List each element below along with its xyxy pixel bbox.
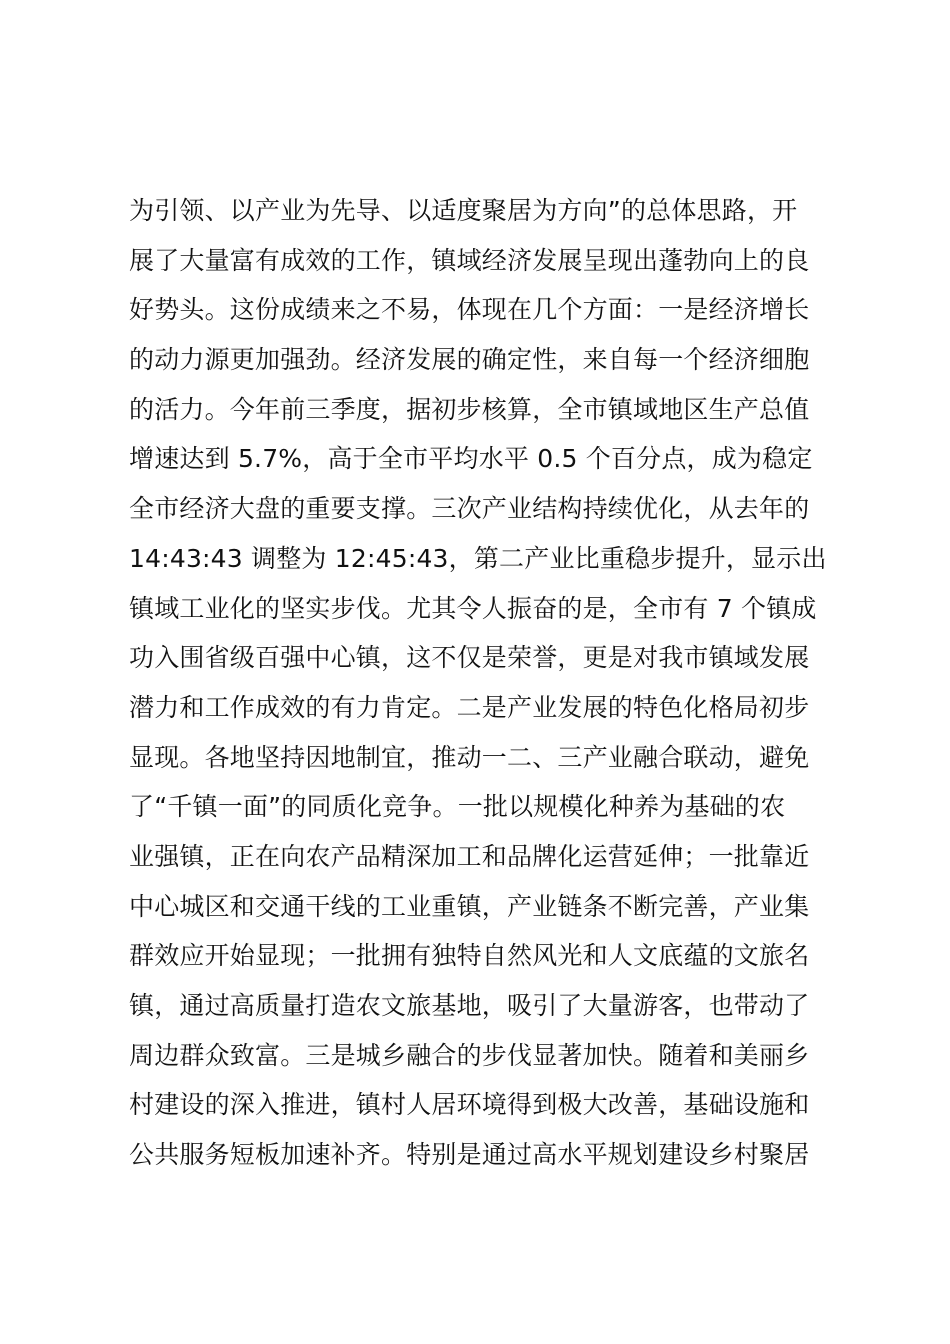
text-line: 功入围省级百强中心镇，这不仅是荣誉，更是对我市镇域发展 bbox=[129, 643, 810, 673]
text-line: 群效应开始显现；一批拥有独特自然风光和人文底蕴的文旅名 bbox=[129, 941, 810, 971]
text-line: 周边群众致富。三是城乡融合的步伐显著加快。随着和美丽乡 bbox=[129, 1040, 810, 1070]
text-line: 潜力和工作成效的有力肯定。二是产业发展的特色化格局初步 bbox=[129, 692, 810, 722]
text-line: 显现。各地坚持因地制宜，推动一二、三产业融合联动，避免 bbox=[129, 742, 810, 772]
text-line: 为引领、以产业为先导、以适度聚居为方向”的总体思路，开 bbox=[129, 196, 798, 225]
text-line: 公共服务短板加速补齐。特别是通过高水平规划建设乡村聚居 bbox=[129, 1140, 810, 1170]
text-line: 全市经济大盘的重要支撑。三次产业结构持续优化，从去年的 bbox=[129, 494, 810, 524]
text-line: 的动力源更加强劲。经济发展的确定性，来自每一个经济细胞 bbox=[129, 345, 810, 375]
text-line: 镇域工业化的坚实步伐。尤其令人振奋的是，全市有 7 个镇成 bbox=[129, 593, 817, 623]
text-line: 的活力。今年前三季度，据初步核算，全市镇域地区生产总值 bbox=[129, 394, 810, 424]
text-line: 村建设的深入推进，镇村人居环境得到极大改善，基础设施和 bbox=[129, 1090, 810, 1120]
text-line: 增速达到 5.7%，高于全市平均水平 0.5 个百分点，成为稳定 bbox=[129, 444, 813, 474]
text-line: 中心城区和交通干线的工业重镇，产业链条不断完善，产业集 bbox=[129, 891, 810, 921]
body-paragraph bbox=[129, 186, 849, 1180]
text-line: 了“千镇一面”的同质化竞争。一批以规模化种养为基础的农 bbox=[129, 792, 786, 822]
text-line: 业强镇，正在向农产品精深加工和品牌化运营延伸；一批靠近 bbox=[129, 841, 810, 871]
text-line: 14:43:43 调整为 12:45:43，第二产业比重稳步提升，显示出 bbox=[129, 543, 827, 573]
text-line: 好势头。这份成绩来之不易，体现在几个方面：一是经济增长 bbox=[129, 295, 810, 325]
text-line: 展了大量富有成效的工作，镇域经济发展呈现出蓬勃向上的良 bbox=[129, 245, 810, 275]
text-line: 镇，通过高质量打造农文旅基地，吸引了大量游客，也带动了 bbox=[129, 991, 810, 1020]
